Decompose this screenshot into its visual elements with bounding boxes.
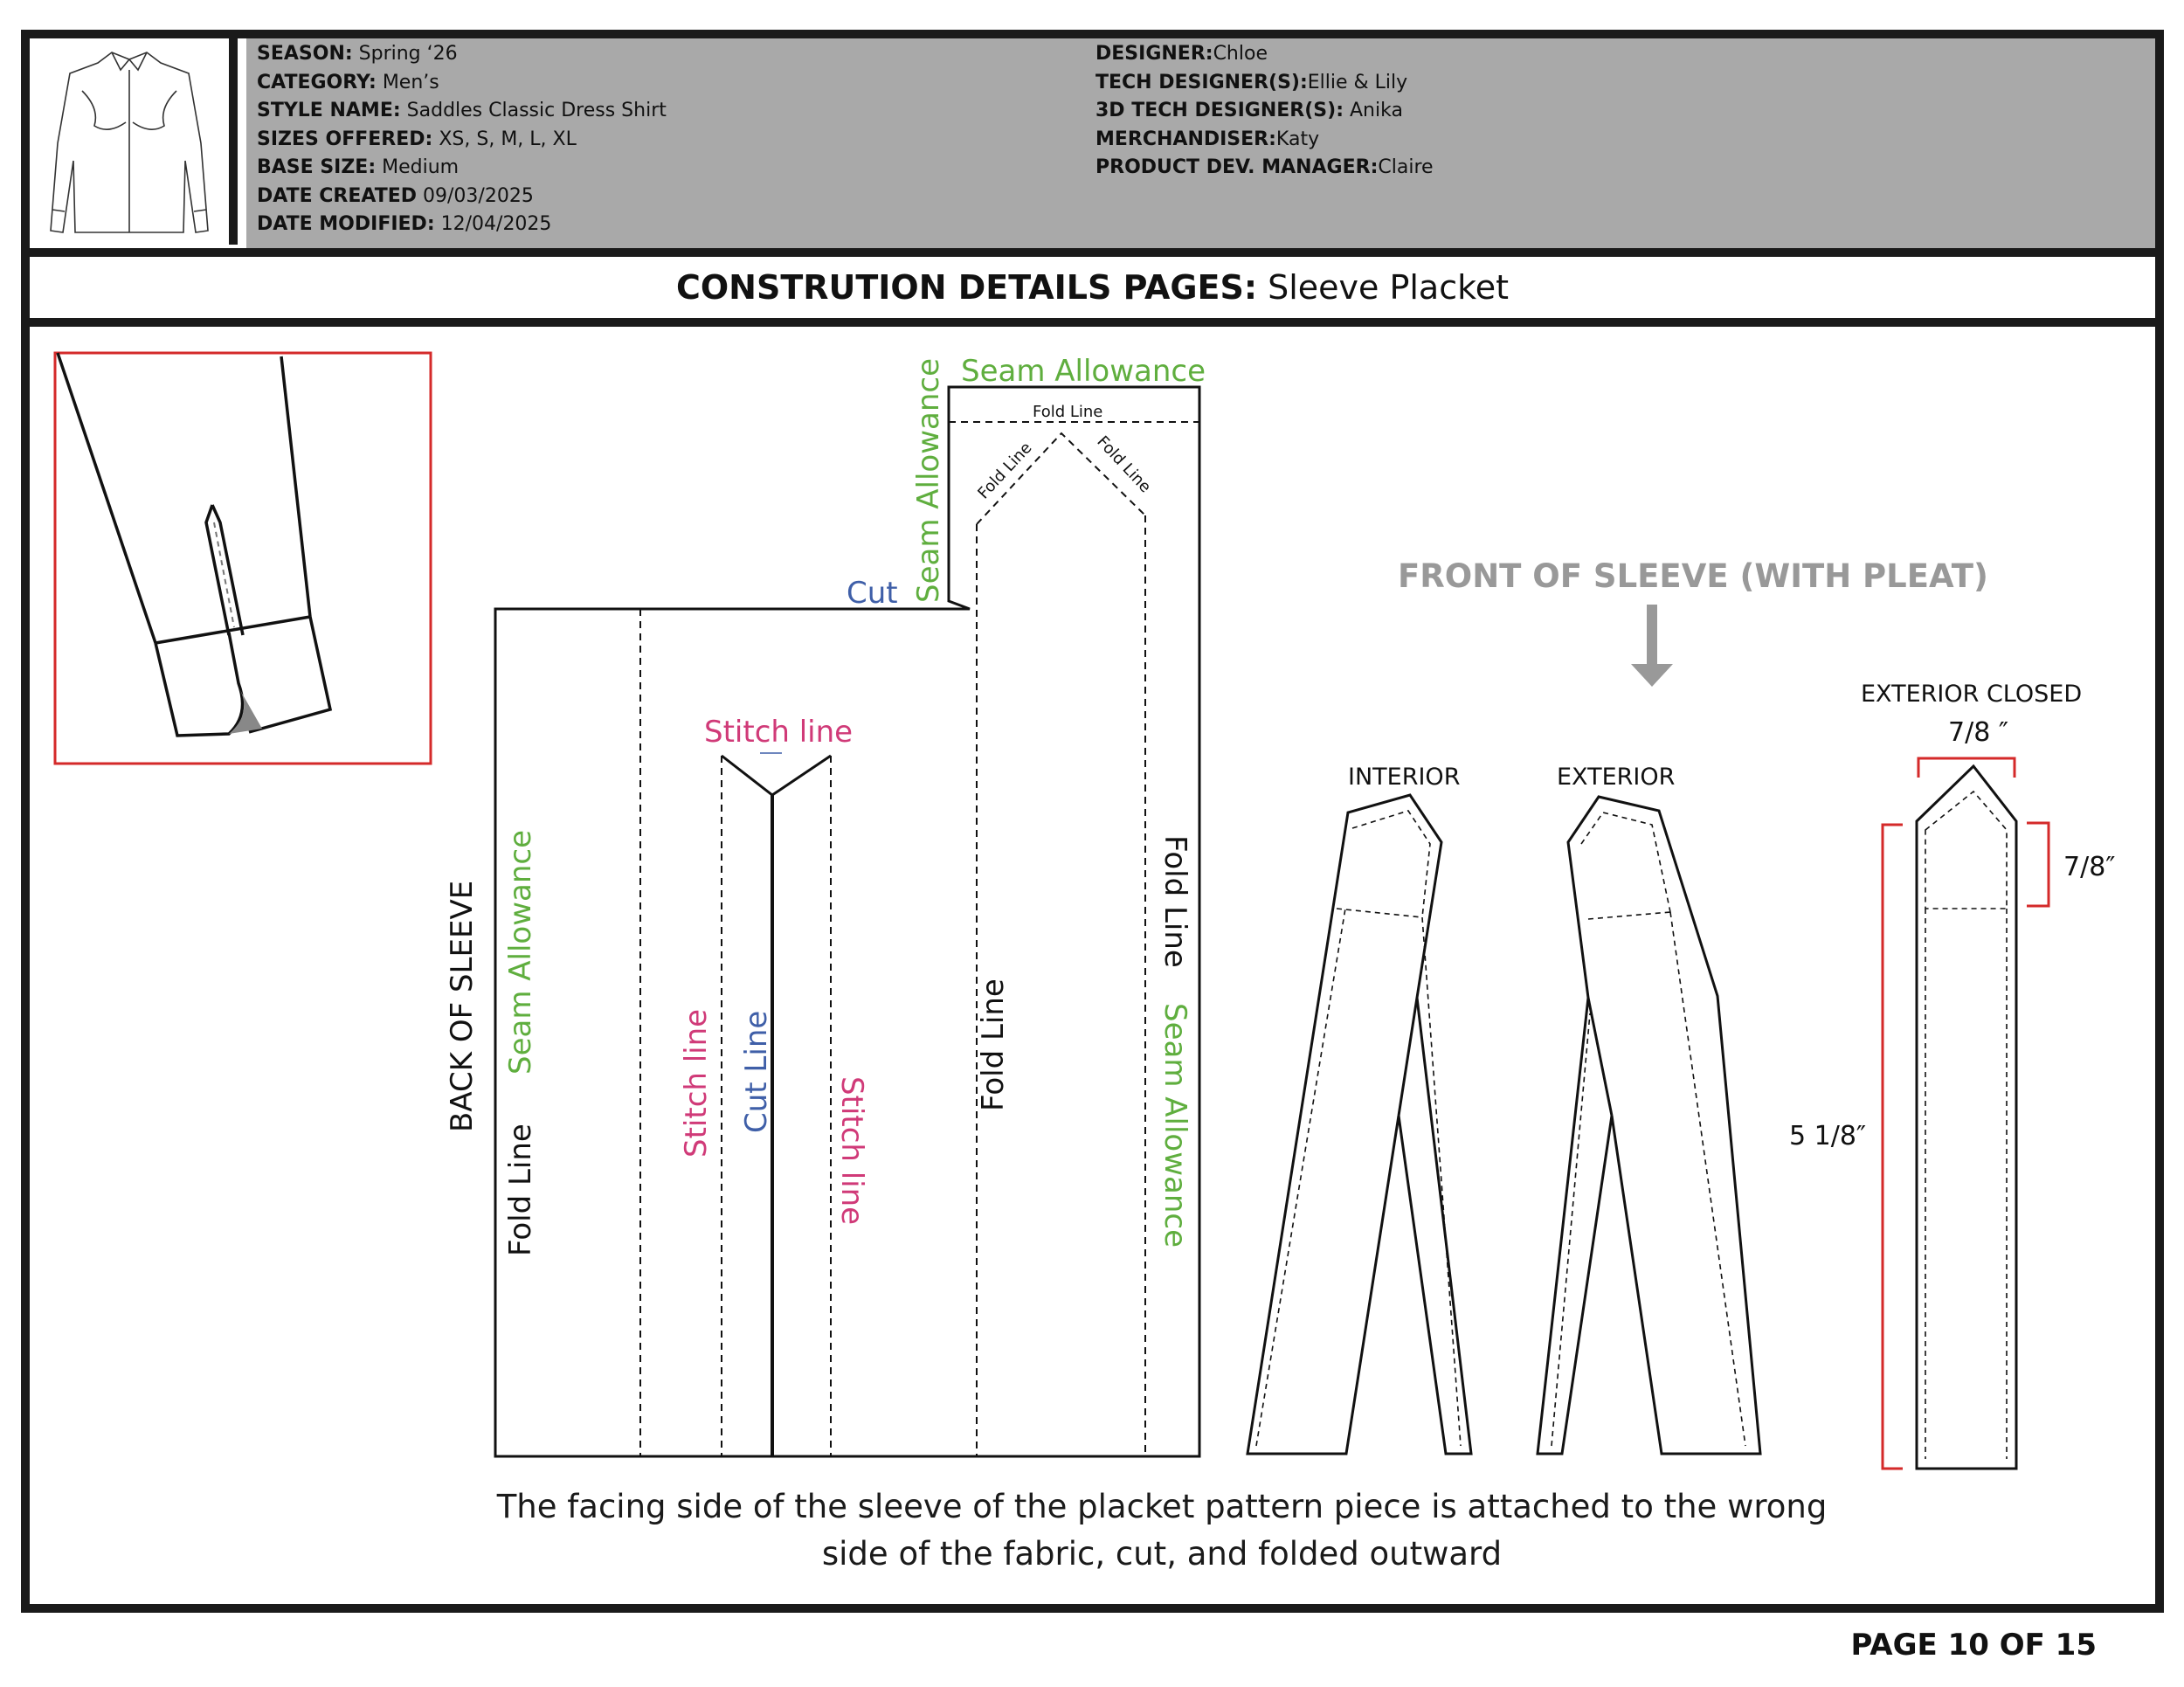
seam-allowance-left-label: Seam Allowance (503, 829, 538, 1075)
meta-value: XS, S, M, L, XL (439, 128, 577, 150)
meta-value: Medium (382, 156, 460, 178)
stitch-line-top-label: Stitch line (704, 715, 854, 750)
fold-line-diagonal-right-label: Fold Line (1093, 432, 1155, 497)
meta-value: Saddles Classic Dress Shirt (406, 100, 667, 121)
meta-value: Spring ‘26 (358, 43, 458, 65)
stitch-line-left-label: Stitch line (679, 1008, 714, 1158)
meta-label: DESIGNER: (1095, 43, 1213, 65)
point-height-measurement: 7/8″ (2063, 852, 2116, 882)
down-arrow-icon (1631, 605, 1673, 687)
page-title-rest: Sleeve Placket (1268, 268, 1510, 307)
meta-label: PRODUCT DEV. MANAGER: (1095, 156, 1379, 178)
fold-line-top-label: Fold Line (1033, 403, 1103, 421)
construction-caption: The facing side of the sleeve of the placket pattern piece is attached to the wrong side of the fabric, cut, and folded outward (496, 1488, 1828, 1573)
exterior-placket-view (1538, 764, 1760, 1454)
meta-value: Men’s (382, 71, 439, 93)
exterior-closed-label: EXTERIOR CLOSED (1861, 681, 2083, 708)
meta-label: 3D TECH DESIGNER(S): (1095, 100, 1344, 121)
meta-value: Claire (1378, 156, 1434, 178)
back-of-sleeve-label: BACK OF SLEEVE (445, 880, 480, 1132)
cut-line-label: Cut Line (739, 1010, 774, 1133)
fold-line-left-label: Fold Line (503, 1124, 538, 1256)
interior-placket-view (1248, 764, 1471, 1454)
seam-allowance-top-label: Seam Allowance (961, 354, 1206, 389)
meta-value: Chloe (1213, 43, 1268, 65)
meta-label: DATE CREATED (257, 184, 418, 207)
page-title-bold: CONSTRUTION DETAILS PAGES: (675, 268, 1258, 307)
page-number: PAGE 10 OF 15 (1850, 1628, 2097, 1663)
seam-allowance-right-label: Seam Allowance (1158, 1003, 1192, 1248)
meta-label: SEASON: (257, 43, 353, 65)
exterior-closed-view (1789, 681, 2116, 1469)
interior-label: INTERIOR (1348, 764, 1461, 791)
front-of-sleeve-label: FRONT OF SLEEVE (WITH PLEAT) (1398, 557, 1988, 595)
sleeve-detail-inset (55, 353, 431, 764)
meta-label: TECH DESIGNER(S): (1095, 71, 1308, 93)
meta-label: SIZES OFFERED: (257, 128, 433, 150)
meta-value: 12/04/2025 (440, 213, 552, 235)
seam-allowance-vertical-label: Seam Allowance (911, 357, 946, 603)
meta-value: Ellie & Lily (1307, 71, 1408, 93)
length-measurement: 5 1/8″ (1789, 1121, 1867, 1151)
pattern-labels (445, 354, 1206, 1256)
top-width-measurement: 7/8 ″ (1948, 717, 2009, 748)
meta-value: 09/03/2025 (423, 184, 534, 207)
meta-value: Katy (1275, 128, 1320, 150)
meta-label: BASE SIZE: (257, 156, 377, 178)
placket-pattern (495, 387, 1199, 1456)
stitch-line-right-label: Stitch line (834, 1076, 869, 1226)
meta-label: DATE MODIFIED: (257, 213, 435, 235)
fold-line-diagonal-left-label: Fold Line (974, 439, 1036, 503)
fold-line-right-label: Fold Line (1158, 835, 1192, 968)
meta-label: MERCHANDISER: (1095, 128, 1276, 150)
fold-line-center-label: Fold Line (976, 978, 1011, 1111)
exterior-label: EXTERIOR (1557, 764, 1676, 791)
cut-label: Cut (847, 576, 898, 611)
meta-label: CATEGORY: (257, 71, 377, 93)
meta-value: Anika (1350, 100, 1403, 121)
meta-label: STYLE NAME: (257, 100, 401, 121)
